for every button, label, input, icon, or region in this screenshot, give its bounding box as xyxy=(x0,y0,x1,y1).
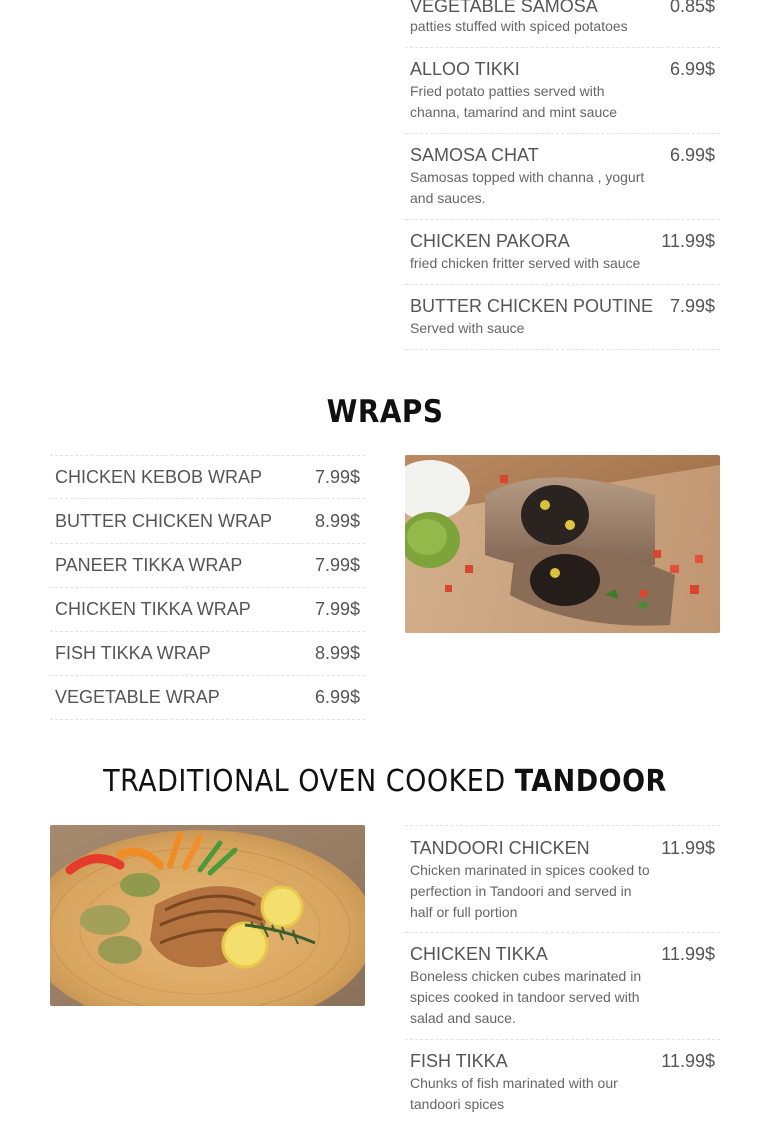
item-name: CHICKEN TIKKA WRAP xyxy=(55,599,251,619)
item-description: Boneless chicken cubes marinated in spices cooked in tandoor served with salad and sauce. xyxy=(410,968,642,1026)
tandoor-photo xyxy=(50,825,365,1006)
menu-item xyxy=(405,134,720,220)
item-price: 11.99$ xyxy=(661,1051,715,1071)
menu-item xyxy=(405,0,720,48)
item-price: 11.99$ xyxy=(661,944,715,964)
tandoor-title-light: TRADITIONAL OVEN COOKED xyxy=(103,764,506,799)
menu-row xyxy=(50,676,365,720)
item-name: SAMOSA CHAT xyxy=(410,145,539,165)
item-name: CHICKEN TIKKA xyxy=(410,944,548,964)
item-name: CHICKEN PAKORA xyxy=(410,231,570,251)
item-price: 6.99$ xyxy=(669,145,715,165)
item-description: Served with sauce xyxy=(410,320,525,336)
item-price: 7.99$ xyxy=(314,599,360,619)
item-description: Fried potato patties served with channa, tamarind and mint sauce xyxy=(410,83,618,120)
item-description: patties stuffed with spiced potatoes xyxy=(410,18,628,34)
menu-item xyxy=(405,48,720,134)
menu-item xyxy=(405,285,720,350)
item-name: ALLOO TIKKI xyxy=(410,59,520,79)
item-name: BUTTER CHICKEN POUTINE xyxy=(410,296,654,316)
tandoor-title-bold: TANDOOR xyxy=(514,764,667,799)
section-title-wraps xyxy=(0,394,770,430)
menu-item xyxy=(405,1040,720,1124)
item-price: 6.99$ xyxy=(314,687,360,707)
item-price: 11.99$ xyxy=(661,838,715,858)
menu-row xyxy=(50,455,365,499)
item-name: VEGETABLE WRAP xyxy=(55,687,220,707)
menu-item xyxy=(405,220,720,285)
item-price: 11.99$ xyxy=(661,231,715,251)
menu-row xyxy=(50,500,365,544)
item-name: FISH TIKKA xyxy=(410,1051,508,1071)
item-name: TANDOORI CHICKEN xyxy=(410,838,590,858)
item-description: Chicken marinated in spices cooked to perfection in Tandoori and served in half or full portion xyxy=(410,862,650,920)
item-price: 7.99$ xyxy=(669,296,715,316)
item-price: 8.99$ xyxy=(314,643,360,663)
item-price: 7.99$ xyxy=(314,555,360,575)
menu-item xyxy=(405,825,720,933)
menu-row xyxy=(50,632,365,676)
wraps-title: WRAPS xyxy=(326,394,444,430)
item-price: 8.99$ xyxy=(314,511,360,531)
item-description: Samosas topped with channa , yogurt and sauces. xyxy=(410,169,645,206)
menu-row xyxy=(50,544,365,588)
item-name: FISH TIKKA WRAP xyxy=(55,643,211,663)
item-price: 6.99$ xyxy=(669,59,715,79)
wrap-photo xyxy=(405,455,720,633)
menu-row xyxy=(50,588,365,632)
item-description: fried chicken fritter served with sauce xyxy=(410,255,641,271)
item-name: CHICKEN KEBOB WRAP xyxy=(55,467,263,487)
item-description: Chunks of fish marinated with our tandoori spices xyxy=(410,1075,618,1112)
section-title-tandoor xyxy=(0,764,770,799)
item-price: 7.99$ xyxy=(314,467,360,487)
item-price: 0.85$ xyxy=(669,0,715,16)
item-name: PANEER TIKKA WRAP xyxy=(55,555,243,575)
item-name: BUTTER CHICKEN WRAP xyxy=(55,511,273,531)
item-name: VEGETABLE SAMOSA xyxy=(410,0,598,16)
menu-item xyxy=(405,933,720,1040)
